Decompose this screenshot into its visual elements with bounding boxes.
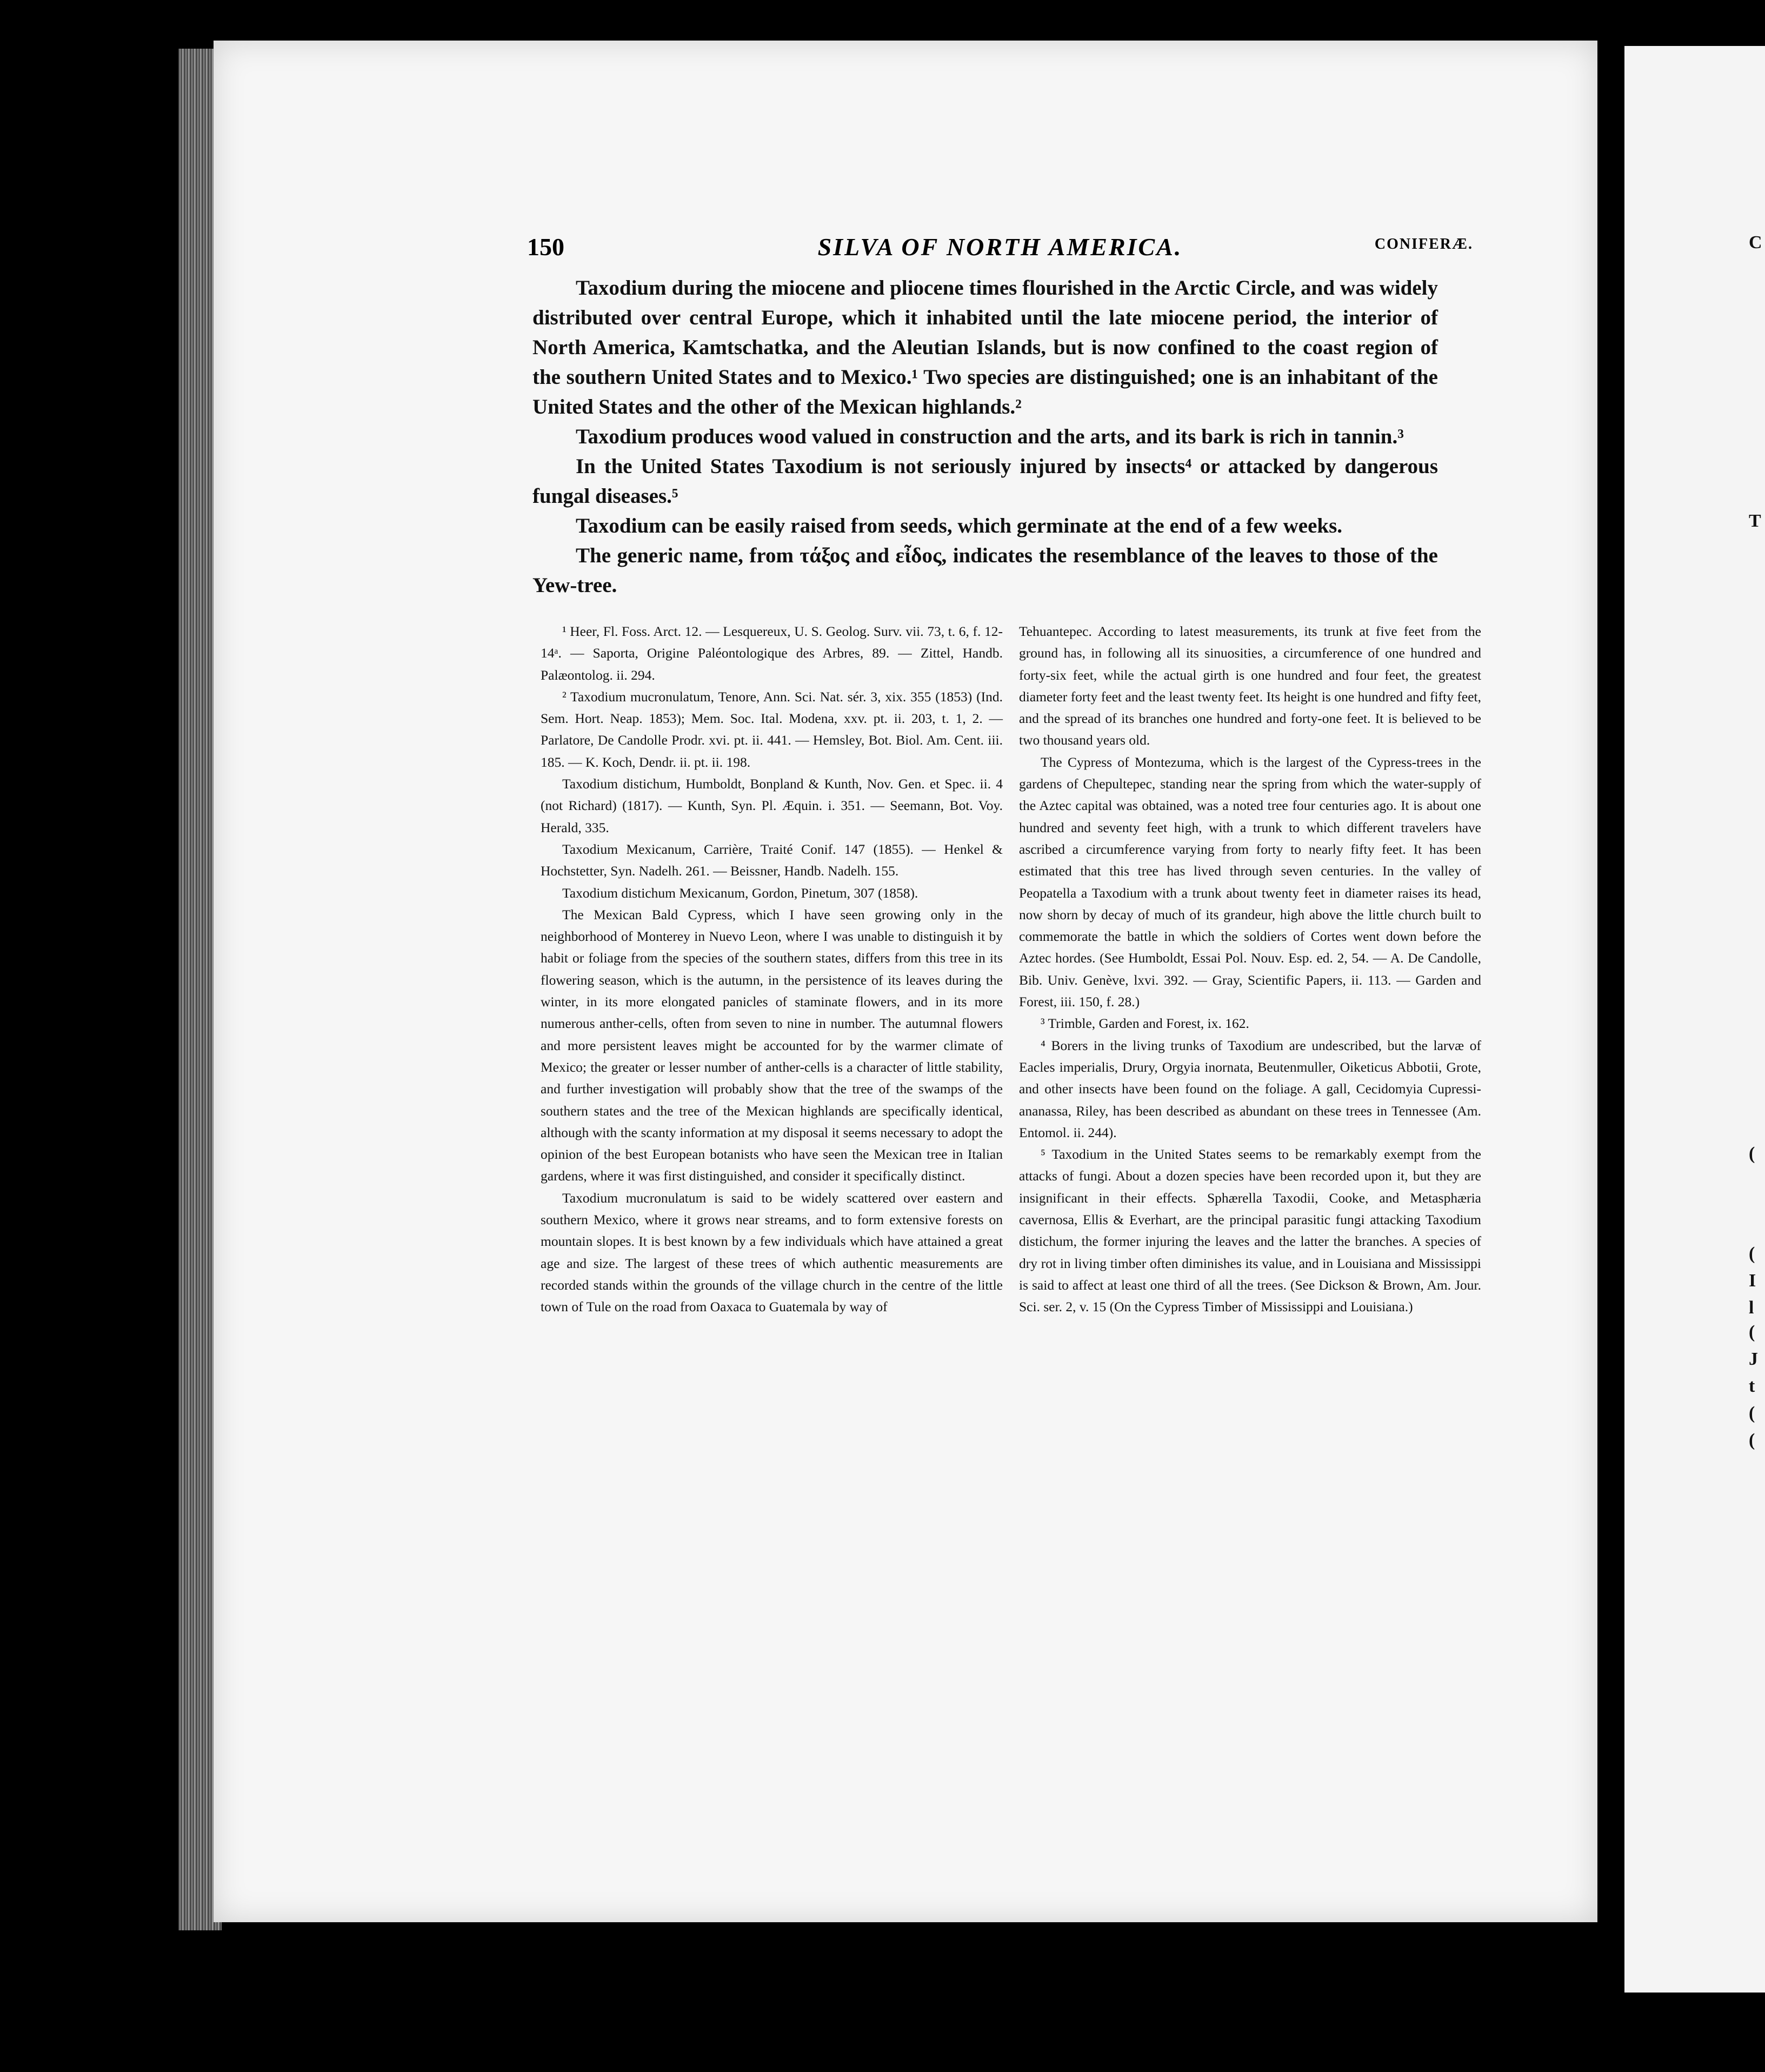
facing-page-fragment: T — [1749, 511, 1761, 531]
facing-page-fragment: I — [1749, 1271, 1756, 1291]
facing-page-fragment: C — [1749, 233, 1762, 253]
facing-page-fragment: ( — [1749, 1144, 1755, 1164]
footnote-citation: Taxodium distichum, Humboldt, Bonpland & Kunth, Nov. Gen. et Spec. ii. 4 (not Richard) (1817). — Kunth, Syn. Pl. Æquin. i. 351. — Seemann, Bot. Voy. Herald, 335. — [541, 776, 1003, 835]
facing-page — [1624, 46, 1765, 1993]
main-paragraph: Taxodium during the miocene and pliocene times flourished in the Arctic Circle, and was widely distributed over central Europe, which it inhabited until the late miocene period, the interior of North America, Kamtschatka, and the Aleutian Islands, but is now confined to the coast region of the southern United States and to Mexico.¹ Two species are distinguished; one is an inhabitant of the United States and the other of the Mexican highlands.² — [532, 276, 1438, 419]
section-family: CONIFERÆ. — [1374, 236, 1473, 253]
footnote-citation: Taxodium distichum Mexicanum, Gordon, Pinetum, 307 (1858). — [562, 885, 918, 901]
running-header — [527, 233, 1473, 265]
footnotes-left-column — [541, 621, 1003, 1318]
footnote-paragraph: Tehuantepec. According to latest measurements, its trunk at five feet from the ground has, in following all its sinuosities, a circumference of one hundred and forty-six feet, while the actual girth is one hundred and four feet, the greatest diameter forty feet and the least twenty feet. Its height is one hundred and fifty feet, and the spread of its branches one hundred and forty-one feet. It is believed to be two thousand years old. — [1019, 623, 1481, 748]
main-paragraph: Taxodium can be easily raised from seeds, which germinate at the end of a few weeks. — [576, 514, 1342, 537]
main-text — [532, 273, 1438, 600]
facing-page-fragment: ( — [1749, 1403, 1755, 1423]
facing-page-fragment: t — [1749, 1376, 1755, 1396]
footnote-paragraph: Taxodium mucronulatum is said to be widely scattered over eastern and southern Mexico, where it grows near streams, and to form extensive forests on mountain slopes. It is best known by a few individuals which have attained a great age and size. The largest of these trees of which authentic measurements are recorded stands within the grounds of the village church in the centre of the little town of Tule on the road from Oaxaca to Guatemala by way of — [541, 1190, 1003, 1315]
main-paragraph: In the United States Taxodium is not seriously injured by insects⁴ or attacked by dangerous fungal diseases.⁵ — [532, 455, 1438, 508]
page-number: 150 — [527, 233, 564, 261]
facing-page-fragment: ( — [1749, 1244, 1755, 1264]
main-paragraph: The generic name, from τάξος and εἶδος, indicates the resemblance of the leaves to those of the Yew-tree. — [532, 544, 1438, 597]
facing-page-fragment: ( — [1749, 1322, 1755, 1342]
footnotes-right-column — [1019, 621, 1481, 1318]
footnote: ² Taxodium mucronulatum, Tenore, Ann. Sci. Nat. sér. 3, xix. 355 (1853) (Ind. Sem. Hort. Neap. 1853); Mem. Soc. Ital. Modena, xxv. pt. ii. 203, t. 1, 2. — Parlatore, De Candolle Prodr. xvi. pt. ii. 441. — Hemsley, Bot. Biol. Am. Cent. iii. 185. — K. Koch, Dendr. ii. pt. ii. 198. — [541, 688, 1003, 770]
facing-page-fragment: J — [1749, 1349, 1758, 1369]
facing-page-fragment: l — [1749, 1298, 1754, 1318]
footnote: ¹ Heer, Fl. Foss. Arct. 12. — Lesquereux, U. S. Geolog. Surv. vii. 73, t. 6, f. 12-14ᵃ. — Saporta, Origine Paléontologique des Arbres, 89. — Zittel, Handb. Palæontolog. ii. 294. — [541, 623, 1003, 683]
footnote: ³ Trimble, Garden and Forest, ix. 162. — [1041, 1015, 1249, 1032]
footnote-paragraph: The Mexican Bald Cypress, which I have seen growing only in the neighborhood of Monterey in Nuevo Leon, where I was unable to distinguish it by habit or foliage from the species of the southern states, differs from this tree in its flowering season, which is the autumn, in the persistence of its leaves during the winter, in its more elongated panicles of staminate flowers, and in its more numerous anther-cells, often from seven to nine in number. The autumnal flowers and more persistent leaves might be accounted for by the warmer climate of Mexico; the greater or lesser number of anther-cells is a character of little stability, and further investigation will probably show that the tree of the swamps of the southern states and the tree of the Mexican highlands are specifically identical, although with the scanty information at my disposal it seems necessary to adopt the opinion of the best European botanists who have seen the Mexican tree in Italian gardens, where it was first distinguished, and consider it specifically distinct. — [541, 906, 1003, 1184]
facing-page-fragment: ( — [1749, 1430, 1755, 1450]
main-paragraph: Taxodium produces wood valued in construction and the arts, and its bark is rich in tannin.³ — [576, 425, 1404, 448]
running-title: SILVA OF NORTH AMERICA. — [817, 233, 1183, 261]
footnote: ⁵ Taxodium in the United States seems to be remarkably exempt from the attacks of fungi. About a dozen species have been recorded upon it, but they are insignificant in their effects. Sphærella Taxodii, Cooke, and Metasphæria cavernosa, Ellis & Everhart, are the principal parasitic fungi attacking Taxodium distichum, the former injuring the leaves and the latter the branches. A species of dry rot in living timber often diminishes its value, and in Louisiana and Mississippi is said to affect at least one third of all the trees. (See Dickson & Brown, Am. Jour. Sci. ser. 2, v. 15 (On the Cypress Timber of Mississippi and Louisiana.) — [1019, 1146, 1481, 1315]
footnote: ⁴ Borers in the living trunks of Taxodium are undescribed, but the larvæ of Eacles imperialis, Drury, Orgyia inornata, Beutenmuller, Oiketicus Abbotii, Grote, and other insects have been found on the foliage. A gall, Cecidomyia Cupressi-ananassa, Riley, has been described as abundant on these trees in Tennessee (Am. Entomol. ii. 244). — [1019, 1037, 1481, 1140]
footnote-paragraph: The Cypress of Montezuma, which is the largest of the Cypress-trees in the gardens of Chepultepec, standing near the spring from which the water-supply of the Aztec capital was obtained, was a noted tree four centuries ago. It is about one hundred and seventy feet high, with a trunk to which different travelers have ascribed a circumference varying from forty to nearly fifty feet. It has been estimated that this tree has lived through seven centuries. In the valley of Peopatella a Taxodium with a trunk about twenty feet in diameter raises its head, now shorn by decay of much of its grandeur, high above the little church built to commemorate the battle in which the soldiers of Cortes went down before the Aztec hordes. (See Humboldt, Essai Pol. Nouv. Esp. ed. 2, 54. — A. De Candolle, Bib. Univ. Genève, lxvi. 392. — Gray, Scientific Papers, ii. 113. — Garden and Forest, iii. 150, f. 28.) — [1019, 754, 1481, 1010]
footnote-citation: Taxodium Mexicanum, Carrière, Traité Conif. 147 (1855). — Henkel & Hochstetter, Syn. Nadelh. 261. — Beissner, Handb. Nadelh. 155. — [541, 841, 1003, 879]
